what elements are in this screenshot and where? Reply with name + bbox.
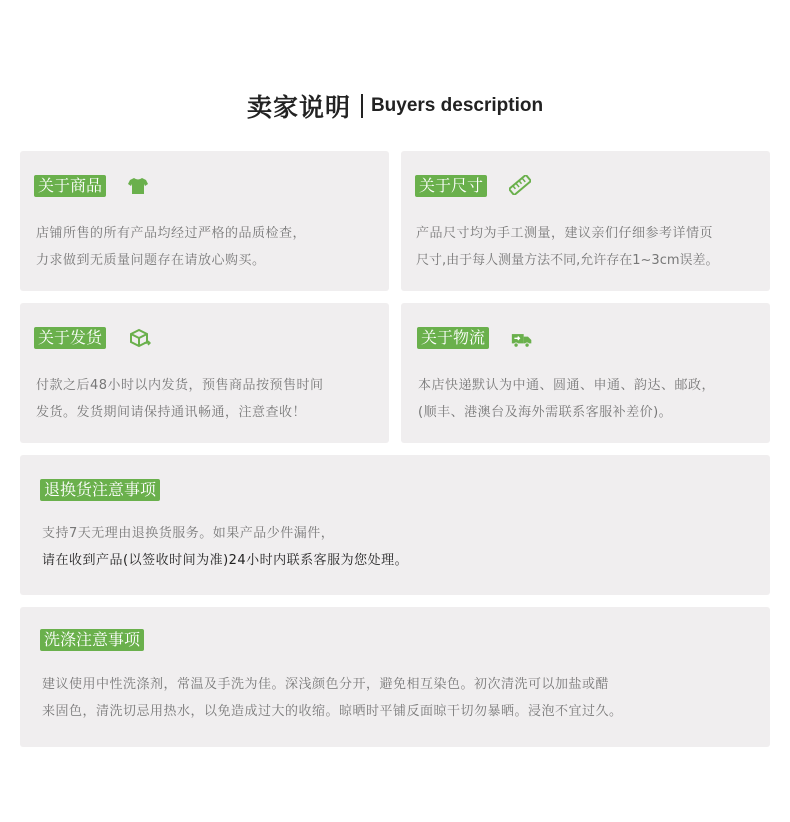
title-cn: 卖家说明 — [246, 93, 351, 122]
badge-logistics: 关于物流 — [417, 327, 489, 349]
package-icon — [129, 328, 151, 348]
size-line-1: 产品尺寸均为手工测量，建议亲们仔细参考详情页 — [416, 226, 714, 241]
card-washing — [20, 607, 770, 747]
product-line-2: 力求做到无质量问题存在请放心购买。 — [36, 253, 266, 268]
card-shipping — [20, 303, 389, 443]
badge-size: 关于尺寸 — [415, 175, 487, 197]
badge-shipping: 关于发货 — [34, 327, 106, 349]
ruler-icon — [509, 175, 531, 195]
washing-line-1: 建议使用中性洗涤剂，常温及手洗为佳。深浅颜色分开，避免相互染色。初次清洗可以加盐或醋 — [42, 677, 610, 692]
product-line-1: 店铺所售的所有产品均经过严格的品质检查， — [36, 226, 307, 241]
card-product — [20, 151, 389, 291]
truck-icon — [511, 330, 533, 350]
badge-product: 关于商品 — [34, 175, 106, 197]
returns-line-2: 请在收到产品(以签收时间为准)24小时内联系客服为您处理。 — [42, 553, 409, 568]
size-line-2: 尺寸,由于每人测量方法不同,允许存在1~3cm误差。 — [416, 253, 719, 268]
washing-line-2: 来固色，清洗切忌用热水，以免造成过大的收缩。晾晒时平铺反面晾干切勿暴晒。浸泡不宜过久。 — [42, 704, 623, 719]
badge-washing: 洗涤注意事项 — [40, 629, 144, 651]
shipping-line-2: 发货。发货期间请保持通讯畅通，注意查收！ — [36, 405, 307, 420]
title-divider — [361, 94, 363, 118]
shipping-line-1: 付款之后48小时以内发货，预售商品按预售时间 — [36, 378, 324, 393]
tshirt-icon — [127, 176, 149, 196]
logistics-line-1: 本店快递默认为中通、圆通、申通、韵达、邮政， — [418, 378, 716, 393]
card-returns — [20, 455, 770, 595]
returns-line-1: 支持7天无理由退换货服务。如果产品少件漏件， — [42, 526, 335, 541]
page-header — [0, 88, 790, 124]
logistics-line-2: (顺丰、港澳台及海外需联系客服补差价)。 — [418, 405, 673, 420]
badge-returns: 退换货注意事项 — [40, 479, 160, 501]
title-en: Buyers description — [370, 95, 544, 116]
card-logistics — [401, 303, 770, 443]
card-size — [401, 151, 770, 291]
